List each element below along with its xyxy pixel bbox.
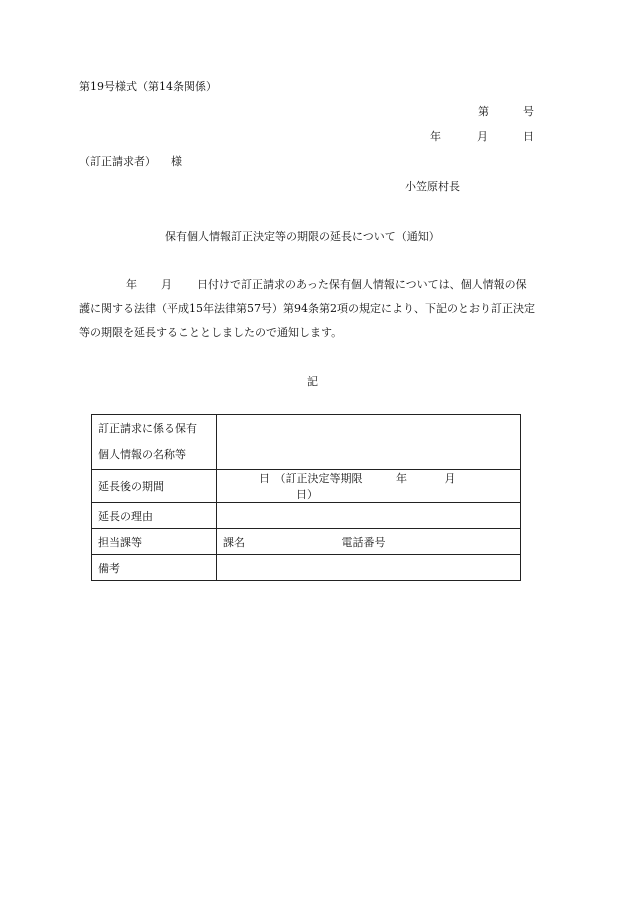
row-extended-period-value [217,470,521,503]
sender: 小笠原村長 [405,180,460,193]
period-year: 年 [396,472,407,485]
date-month: 月 [477,130,488,143]
table-row [92,503,521,529]
row-target-info-label-line2: 個人情報の名称等 [98,448,186,461]
date-year: 年 [430,130,441,143]
row-reason-value [217,503,521,529]
row-reason-label: 延長の理由 [92,503,217,529]
period-day-close: 日） [296,488,318,501]
table-row [92,470,521,503]
period-month: 月 [444,472,456,485]
row-department-value [217,529,521,555]
doc-number-dai: 第 [478,105,489,118]
details-table [91,414,521,581]
period-paren-open: （訂正決定等期限 [274,472,363,485]
recipient-sama: 様 [171,155,182,168]
row-extended-period-label: 延長後の期間 [92,470,217,503]
table-row [92,555,521,581]
row-target-info-label-line1: 訂正請求に係る保有 [98,422,197,435]
department-name: 課名 [223,535,245,549]
phone-number: 電話番号 [341,535,386,549]
table-row [92,529,521,555]
document-title: 保有個人情報訂正決定等の期限の延長について（通知） [165,230,440,243]
row-target-info-value [217,415,521,470]
date-day: 日 [523,130,534,143]
body-line3: 等の期限を延長することとしましたので通知します。 [79,326,343,339]
body-line1: 日付けで訂正請求のあった保有個人情報については、個人情報の保 [197,278,527,291]
row-department-label: 担当課等 [92,529,217,555]
row-target-info-label [92,415,217,470]
recipient-label: （訂正請求者） [79,155,156,168]
row-remarks-label: 備考 [92,555,217,581]
body-line2: 護に関する法律（平成15年法律第57号）第94条第2項の規定により、下記のとおり訂正決定 [79,302,535,315]
body-month: 月 [161,278,172,291]
form-number: 第19号様式（第14条関係） [79,80,217,93]
body-year: 年 [126,278,137,291]
table-row [92,415,521,470]
ki-heading: 記 [307,375,318,388]
doc-number-go: 号 [523,105,534,118]
period-day: 日 [259,472,270,485]
row-remarks-value [217,555,521,581]
